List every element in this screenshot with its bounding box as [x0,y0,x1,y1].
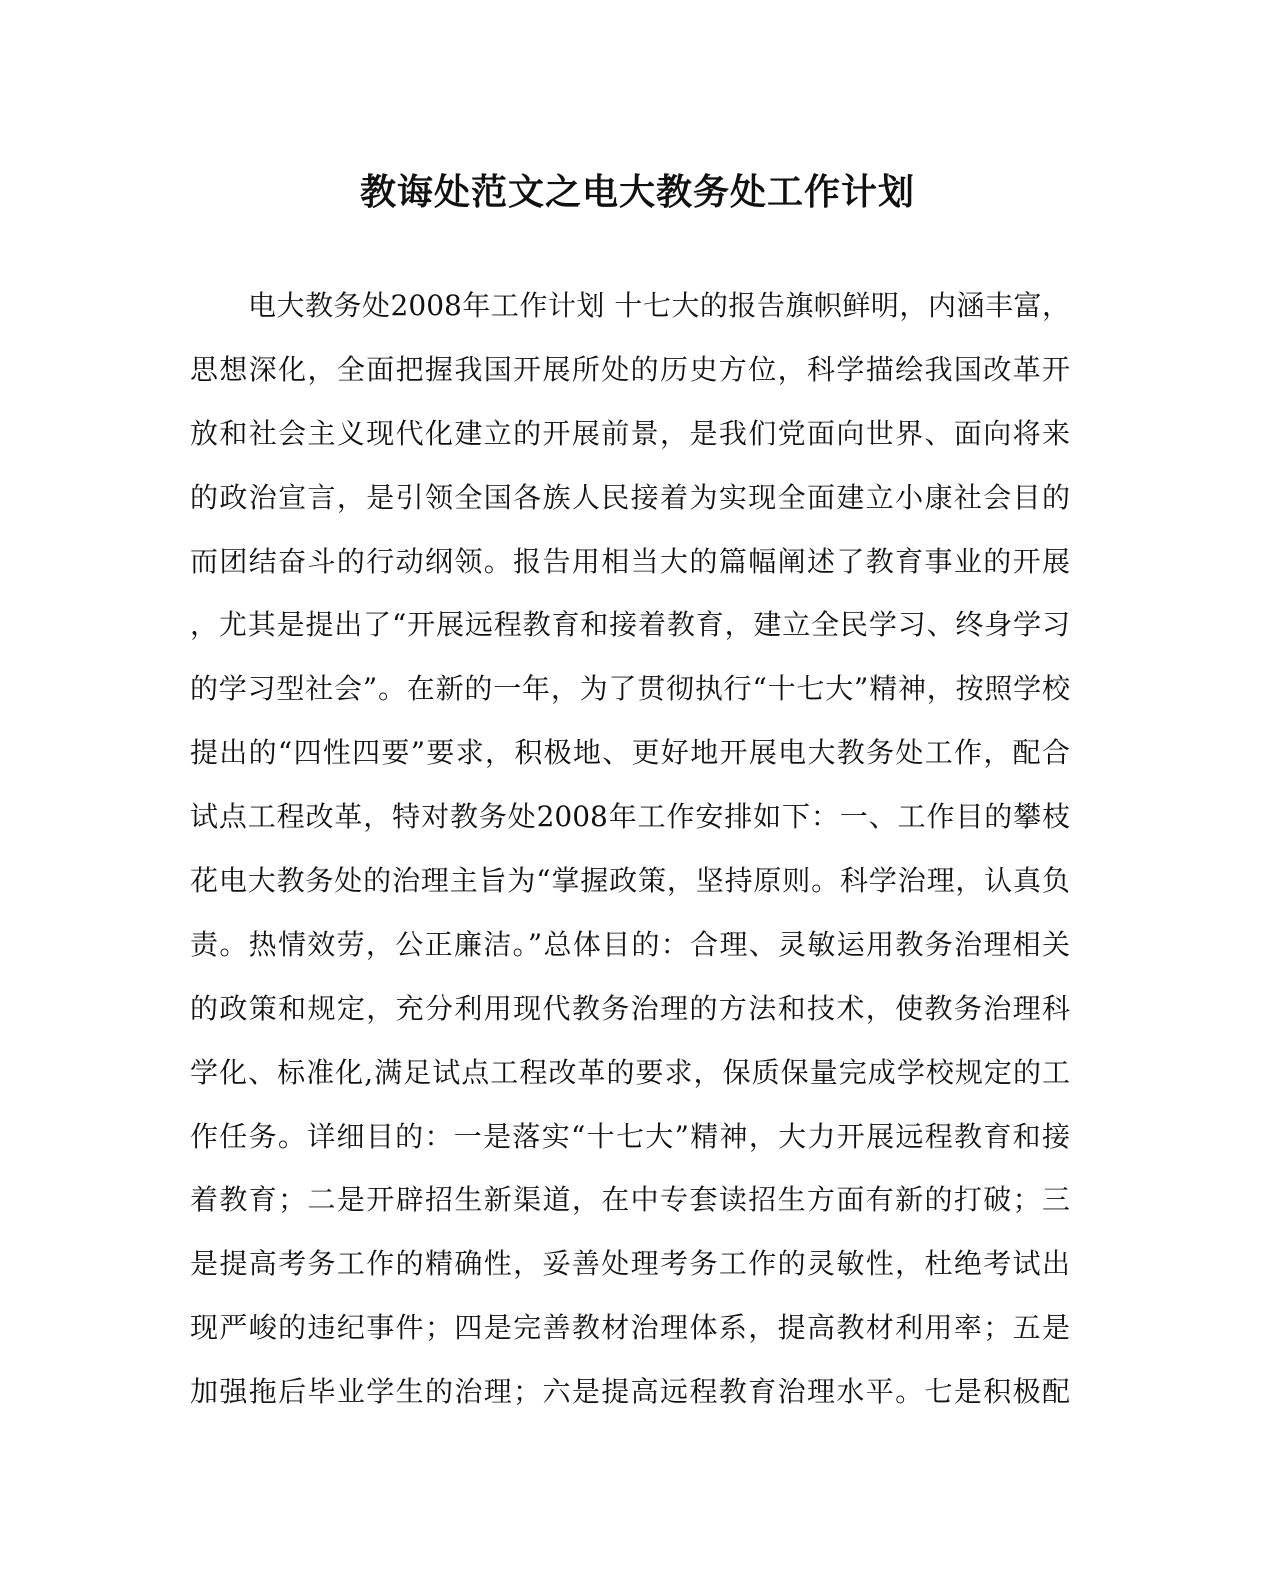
body-line: 试点工程改革，特对教务处2008年工作安排如下：一、工作目的攀枝 [190,800,1070,834]
body-line: 放和社会主义现代化建立的开展前景，是我们党面向世界、面向将来 [190,416,1070,450]
document-body [190,274,1070,1424]
body-line: 花电大教务处的治理主旨为“掌握政策，坚持原则。科学治理，认真负 [190,864,1070,898]
body-line: 的政策和规定，充分利用现代教务治理的方法和技术，使教务治理科 [190,991,1070,1025]
body-line: 是提高考务工作的精确性，妥善处理考务工作的灵敏性，杜绝考试出 [190,1247,1070,1281]
body-line: 学化、标准化,满足试点工程改革的要求，保质保量完成学校规定的工 [190,1055,1070,1089]
body-line: 电大教务处2008年工作计划 十七大的报告旗帜鲜明，内涵丰富， [248,289,1070,322]
body-line: ，尤其是提出了“开展远程教育和接着教育，建立全民学习、终身学习 [190,608,1070,642]
body-line: 思想深化，全面把握我国开展所处的历史方位，科学描绘我国改革开 [190,352,1070,386]
body-line: 而团结奋斗的行动纲领。报告用相当大的篇幅阐述了教育事业的开展 [190,544,1070,578]
body-line: 责。热情效劳，公正廉洁。”总体目的：合理、灵敏运用教务治理相关 [190,927,1070,961]
body-line: 作任务。详细目的：一是落实“十七大”精神，大力开展远程教育和接 [190,1119,1070,1153]
body-line: 的学习型社会”。在新的一年，为了贯彻执行“十七大”精神，按照学校 [190,672,1070,706]
body-line: 现严峻的违纪事件；四是完善教材治理体系，提高教材利用率；五是 [190,1311,1070,1345]
body-line: 加强拖后毕业学生的治理；六是提高远程教育治理水平。七是积极配 [190,1375,1070,1409]
body-line: 的政治宣言，是引领全国各族人民接着为实现全面建立小康社会目的 [190,480,1070,514]
body-line: 着教育；二是开辟招生新渠道，在中专套读招生方面有新的打破；三 [190,1183,1070,1217]
document-title: 教诲处范文之电大教务处工作计划 [359,171,915,213]
body-line: 提出的“四性四要”要求，积极地、更好地开展电大教务处工作，配合 [190,736,1070,770]
